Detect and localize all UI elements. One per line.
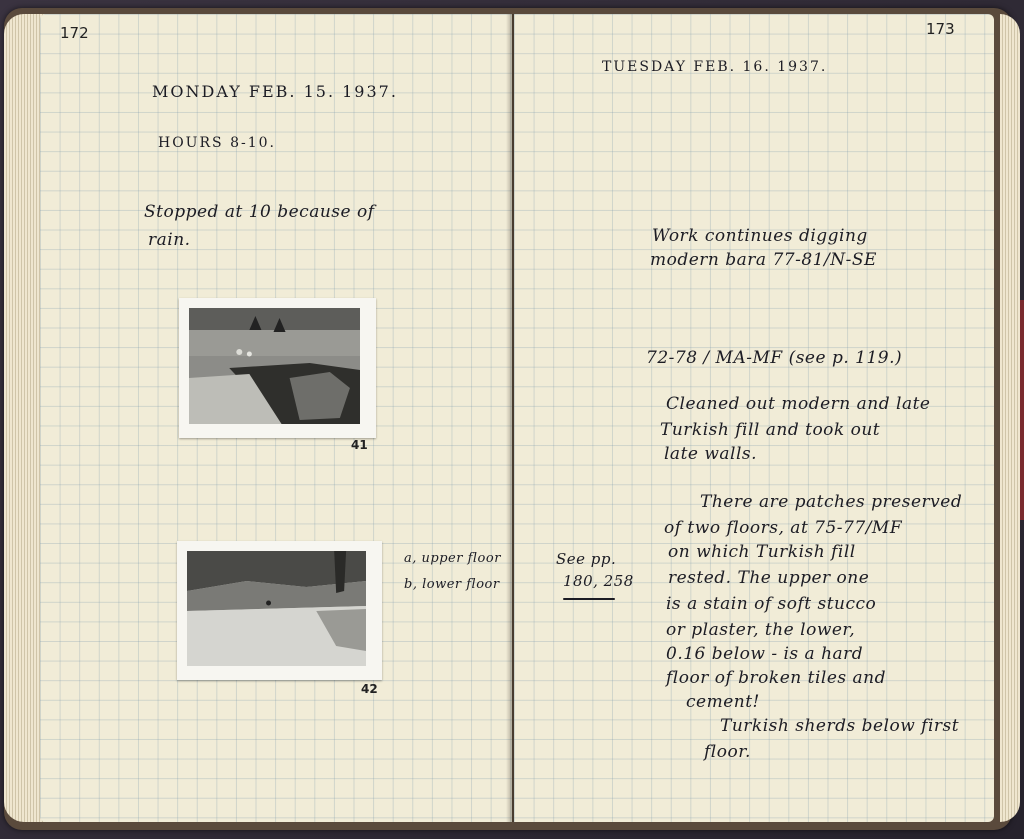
- right-para3-line-1: There are patches preserved: [700, 492, 963, 512]
- right-para3-line-2: of two floors, at 75-77/MF: [664, 518, 903, 538]
- right-para3-line-7: 0.16 below - is a hard: [666, 644, 864, 664]
- photo-41-number: 41: [351, 438, 368, 452]
- right-page-date: TUESDAY FEB. 16. 1937.: [602, 59, 828, 75]
- left-page-number: 172: [60, 24, 89, 42]
- right-para3-line-8: floor of broken tiles and: [666, 668, 886, 688]
- right-page-number: 173: [926, 20, 955, 38]
- left-page-hours: HOURS 8-10.: [158, 135, 276, 151]
- page-edges-right: [1000, 14, 1020, 822]
- right-para3-line-9: cement!: [686, 692, 760, 712]
- photo-42-image: [187, 551, 366, 666]
- photo-41-image: [189, 308, 360, 424]
- photo-42-number: 42: [361, 682, 378, 696]
- right-para3-line-11: floor.: [704, 742, 751, 762]
- excavation-photo-41: [179, 298, 376, 452]
- right-para3-line-5: is a stain of soft stucco: [666, 594, 877, 614]
- left-page-date: MONDAY FEB. 15. 1937.: [152, 82, 398, 101]
- right-para1-line-1: Work continues digging: [652, 226, 868, 246]
- right-para1-line-2: modern bara 77-81/N-SE: [650, 250, 877, 270]
- right-para3-line-4: rested. The upper one: [668, 568, 870, 588]
- right-para2-line-2: Turkish fill and took out: [660, 420, 881, 440]
- excavation-photo-42: [177, 541, 382, 696]
- left-note-line-2: rain.: [148, 230, 191, 250]
- right-para2-line-1: Cleaned out modern and late: [666, 394, 931, 414]
- margin-note-line-2: 180, 258: [563, 572, 634, 590]
- margin-note-line-1: See pp.: [556, 550, 617, 568]
- right-para3-line-3: on which Turkish fill: [668, 542, 856, 562]
- right-para3-line-6: or plaster, the lower,: [666, 620, 856, 640]
- photo-42-caption-b: b, lower floor: [404, 577, 500, 592]
- margin-note-underline: [563, 598, 615, 600]
- right-para2-line-3: late walls.: [664, 444, 758, 464]
- right-para3-line-10: Turkish sherds below first: [720, 716, 960, 736]
- left-note-line-1: Stopped at 10 because of: [144, 202, 375, 222]
- right-heading-2: 72-78 / MA-MF (see p. 119.): [646, 348, 903, 368]
- photo-42-caption-a: a, upper floor: [404, 551, 501, 566]
